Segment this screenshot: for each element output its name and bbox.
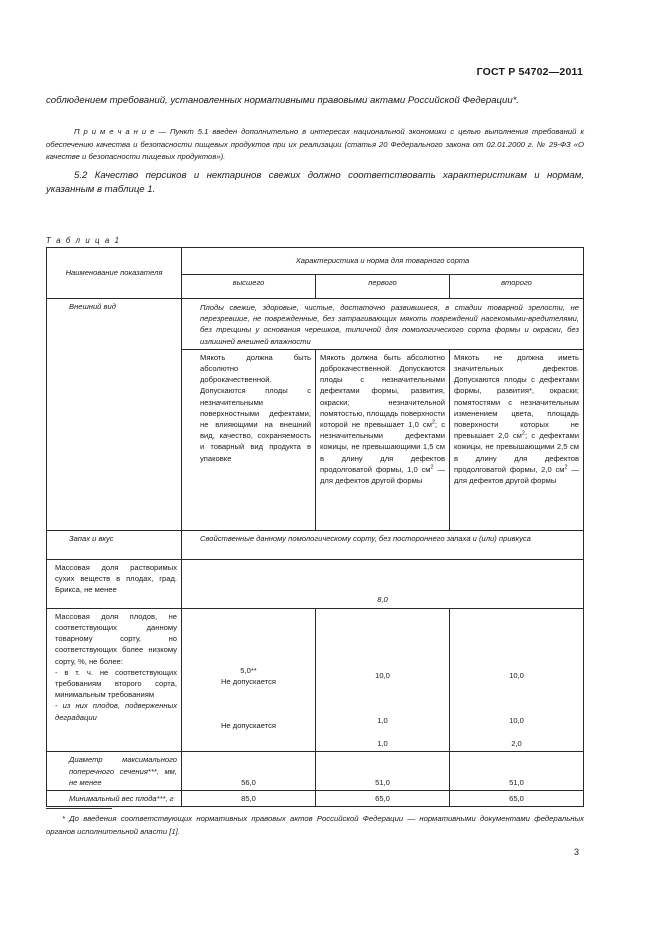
table-caption: Т а б л и ц а 1	[46, 236, 121, 245]
table-row	[47, 299, 584, 350]
diameter-second: 51,0	[450, 752, 584, 791]
table-row	[47, 608, 584, 752]
table-row	[47, 752, 584, 791]
solids-value: 8,0	[182, 559, 584, 608]
appearance-top: Мякоть должна быть абсолютно доброкачественной. Допускаются плоды с незначительными поверхностными дефектами, не влияющими на внешний вид, качество, сохраняемость и товарный вид продукта в упаковке	[182, 349, 316, 530]
standard-header: ГОСТ Р 54702—2011	[476, 66, 583, 78]
appearance-common: Плоды свежие, здоровые, чистые, достаточно развившиеся, в стадии товарной зрелости, не перезревшие, не поврежденные, без затрагивающих мякоть повреждений насекомыми-вредителями, без трещины у основания черешков, типичной для помологического сорта формы и окраски, без излишней внешней влажности	[182, 299, 584, 350]
appearance-second: Мякоть не должна иметь значительных дефектов. Допускаются плоды с дефектами формы, развития*, окраски; помятостями с незначительным изменением цвета, площадь поверхности которых не превышает 2,0 $см^2$; с дефектами кожицы, не превышающими 2,5 см в длину для дефектов продолговатой формы, 2,0 $см^2$ — для дефектов другой формы	[450, 349, 584, 530]
smell-value: Свойственные данному помологическому сорту, без постороннего запаха и (или) привкуса	[182, 530, 584, 559]
appearance-label: Внешний вид	[47, 299, 182, 531]
appearance-first: Мякоть должна быть абсолютно доброкачественной. Допускаются плоды с незначительными дефектами формы, развития, окраски; незначительной помятостью, площадь поверхности которой не превышает 1,0 $см^2$; с незначительными дефектами кожицы, не превышающими 1,5 см в длину для дефектов продолговатой формы, 1,0 $см^2$ — для дефектов другой формы	[316, 349, 450, 530]
col-indicator-header: Наименование показателя	[47, 248, 182, 299]
footnote: * До введения соответствующих нормативных правовых актов Российской Федерации — нормативными документами федеральных органов исполнительной власти [1].	[46, 814, 584, 836]
weight-top: 85,0	[182, 791, 316, 807]
smell-label: Запах и вкус	[47, 530, 182, 559]
footnote-divider	[46, 808, 112, 809]
table-header-row	[47, 248, 584, 275]
solids-label: Массовая доля растворимых сухих веществ в плодах, град. Брикса, не менее	[47, 559, 182, 608]
diameter-label: Диаметр максимального поперечного сечения***, мм, не менее	[47, 752, 182, 791]
weight-label: Минимальный вес плода***, г	[47, 791, 182, 807]
mass-share-first: 10,0 1,0 1,0	[316, 608, 450, 752]
mass-share-label: Массовая доля плодов, не соответствующих данному товарному сорту, но соответствующих более низкому сорту, %, не более: - в т. ч. не соответствующих требованиям второго сорта, минимальным требованиям - из них плодов, подверженных деградации	[47, 608, 182, 752]
grade-second-header: второго	[450, 275, 584, 299]
note-paragraph	[46, 126, 584, 164]
mass-share-top: 5,0** Не допускается Не допускается	[182, 608, 316, 752]
grade-first-header: первого	[316, 275, 450, 299]
table-row	[47, 791, 584, 807]
grade-top-header: высшего	[182, 275, 316, 299]
weight-first: 65,0	[316, 791, 450, 807]
table-row	[47, 559, 584, 608]
quality-table	[46, 247, 584, 807]
clause-5-2: 5.2 Качество персиков и нектаринов свежих должно соответствовать характеристикам и нормам, указанным в таблице 1.	[46, 170, 584, 195]
diameter-top: 56,0	[182, 752, 316, 791]
page-number: 3	[574, 847, 580, 857]
col-group-header: Характеристика и норма для товарного сорта	[182, 248, 584, 275]
mass-share-second: 10,0 10,0 2,0	[450, 608, 584, 752]
continuation-paragraph: соблюдением требований, установленных нормативными правовыми актами Российской Федерации*.	[46, 95, 520, 106]
note-text: П р и м е ч а н и е — Пункт 5.1 введен дополнительно в интересах национальной экономики с целью выполнения требований к обеспечению качества и безопасности пищевых продуктов при их реализации (статья 20 Федерального закона от 02.01.2000 г. № 29-ФЗ «О качестве и безопасности пищевых продуктов»).	[46, 127, 584, 161]
diameter-first: 51,0	[316, 752, 450, 791]
table-row	[47, 530, 584, 559]
weight-second: 65,0	[450, 791, 584, 807]
